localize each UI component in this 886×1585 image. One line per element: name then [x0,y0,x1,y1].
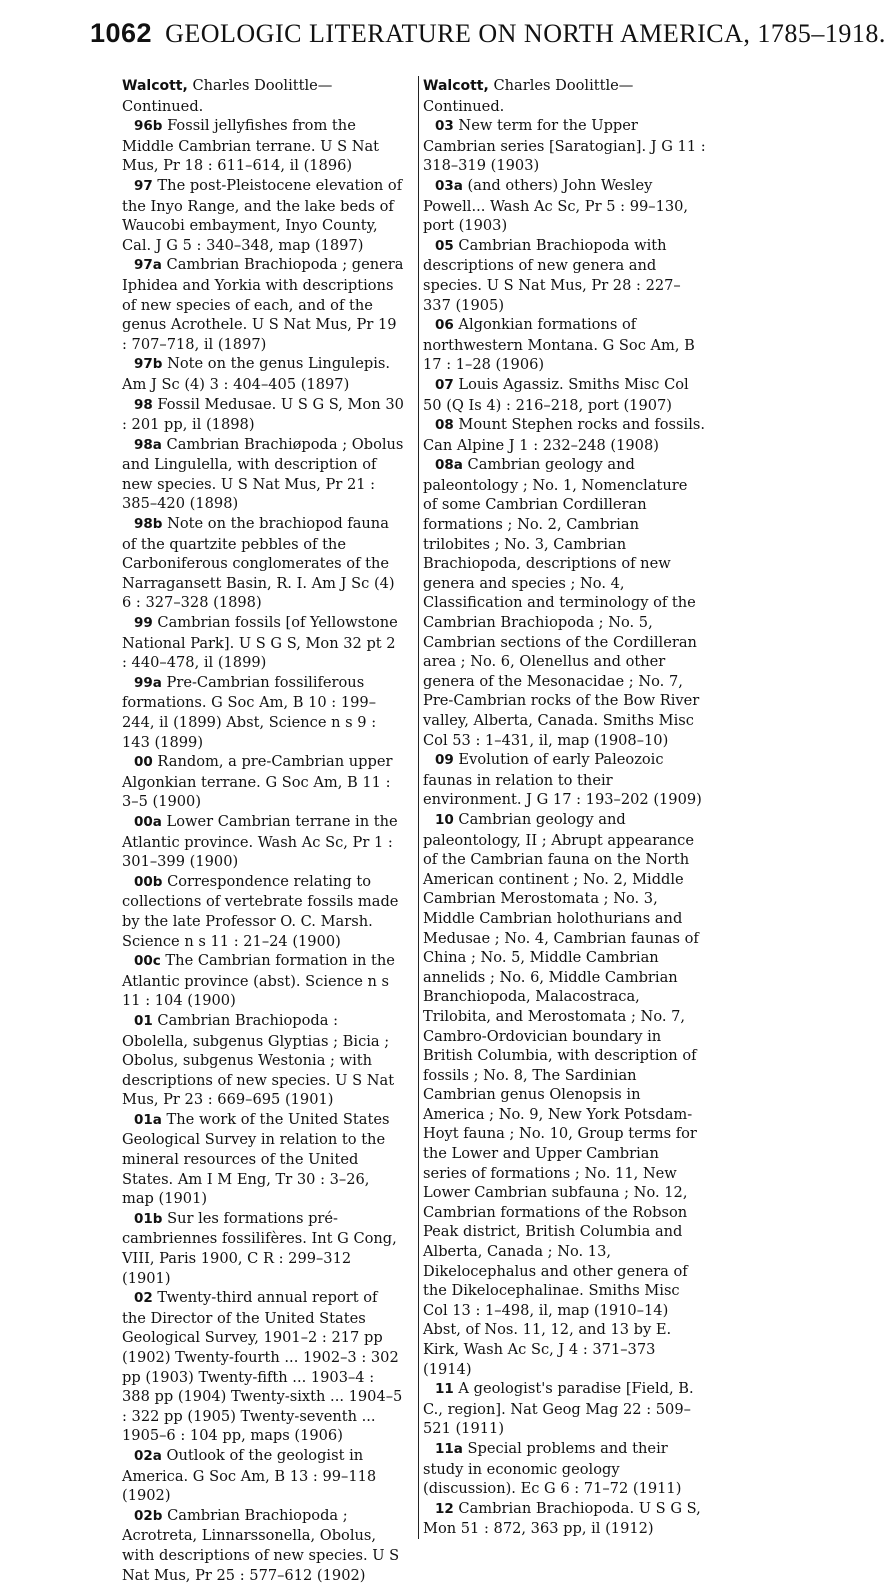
bibliography-entry [423,315,706,375]
author-heading [423,76,706,116]
bibliography-entry [122,255,404,354]
bibliography-entry [423,176,706,236]
entry-id: 10 [435,811,454,828]
bibliography-entry [122,812,404,872]
entry-list [122,116,404,1585]
entry-text: New term for the Upper Cambrian series [Saratogian]. J G 11 : 318–319 (1903) [423,117,706,175]
bibliography-entry [423,375,706,415]
entry-text: Mount Stephen rocks and fossils. Can Alpine J 1 : 232–248 (1908) [423,416,705,454]
entry-text: (and others) John Wesley Powell... Wash Ac Sc, Pr 5 : 99–130, port (1903) [423,176,689,235]
bibliography-entry [122,354,404,394]
author-continued: Charles Doolittle—Continued. [423,77,634,115]
bibliography-entry [122,613,404,673]
entry-text: Cambrian Brachiopoda : Obolella, subgenus Glyptias ; Bicia ; Obolus, subgenus Westonia ; with descriptions of new species. U S Nat Mus, Pr 23 : 669–695 (1901) [122,1011,395,1109]
bibliography-entry [423,1379,706,1439]
entry-text: Sur les formations pré-cambriennes fossilifères. Int G Cong, VIII, Paris 1900, C R : 299–312 (1901) [122,1209,397,1287]
bibliography-entry [122,1209,404,1288]
author-name: Walcott, [122,78,188,94]
bibliography-entry [423,116,706,176]
left-column [122,76,404,1585]
entry-id: 97a [134,257,162,274]
bibliography-entry [423,236,706,315]
bibliography-entry [122,395,404,435]
bibliography-entry [122,951,404,1011]
entry-id: 03 [435,118,454,135]
entry-id: 01a [134,1111,162,1128]
bibliography-entry [122,673,404,752]
entry-text: Correspondence relating to collections of vertebrate fossils made by the late Professor O. C. Marsh. Science n s 11 : 21–24 (1900) [122,872,399,950]
bibliography-entry [122,435,404,514]
entry-text: Fossil Medusae. U S G S, Mon 30 : 201 pp, il (1898) [122,395,404,434]
entry-text: A geologist's paradise [Field, B. C., region]. Nat Geog Mag 22 : 509–521 (1911) [423,1380,694,1438]
right-column [418,76,706,1539]
bibliography-entry [423,810,706,1379]
entry-id: 02b [134,1507,163,1524]
entry-id: 97 [134,177,153,194]
entry-text: Cambrian Brachiopoda ; genera Iphidea and Yorkia with descriptions of new species of each, and of the genus Acrothele. U S Nat Mus, Pr 19 : 707–718, il (1897) [122,256,404,353]
entry-text: Random, a pre-Cambrian upper Algonkian terrane. G Soc Am, B 11 : 3–5 (1900) [122,753,393,811]
entry-id: 00 [134,754,153,771]
bibliography-entry [122,752,404,812]
author-continued: Charles Doolittle—Continued. [122,77,333,115]
bibliography-entry [122,176,404,255]
entry-id: 02a [134,1447,162,1464]
entry-text: The work of the United States Geological Survey in relation to the mineral resources of the United States. Am I M Eng, Tr 30 : 3–26, map (1901) [122,1110,390,1208]
bibliography-entry [423,750,706,810]
bibliography-entry [122,514,404,613]
entry-list [423,116,706,1539]
entry-id: 07 [435,376,454,393]
bibliography-entry [122,1288,404,1446]
entry-text: Cambrian fossils [of Yellowstone National Park]. U S G S, Mon 32 pt 2 : 440–478, il (1899) [122,614,398,672]
author-name: Walcott, [423,78,489,94]
entry-id: 01 [134,1012,153,1029]
bibliography-entry [423,1499,706,1539]
entry-text: The post-Pleistocene elevation of the Inyo Range, and the lake beds of Waucobi embayment, Inyo County, Cal. J G 5 : 340–348, map (1897) [122,176,403,254]
entry-id: 99a [134,674,162,691]
entry-id: 96b [134,118,163,135]
entry-text: Cambrian geology and paleontology, II ; Abrupt appearance of the Cambrian fauna on the North American continent ; No. 2, Middle Cambrian Merostomata ; No. 3, Middle Cambrian holothurians and Medusae ; No. 4, Cambrian faunas of China ; No. 5, Middle Cambrian annelids ; No. 6, Middle Cambrian Branchiopoda, Malacostraca, Trilobita, and Merostomata ; No. 7, Cambro-Ordovician boundary in British Columbia, with description of fossils ; No. 8, The Sardinian Cambrian genus Olenopsis in America ; No. 9, New York Potsdam-Hoyt fauna ; No. 10, Group terms for the Lower and Upper Cambrian series of formations ; No. 11, New Lower Cambrian subfauna ; No. 12, Cambrian formations of the Robson Peak district, British Columbia and Alberta, Canada ; No. 13, Dikelocephalus and other genera of the Dikelocephalinae. Smiths Misc Col 13 : 1–498, il, map (1910–14) Abst, of Nos. 11, 12, and 13 by E. Kirk, Wash Ac Sc, J 4 : 371–373 (1914) [423,810,699,1378]
entry-id: 12 [435,1500,454,1517]
entry-text: Cambrian Brachiopoda ; Acrotreta, Linnarssonella, Obolus, with descriptions of new species. U S Nat Mus, Pr 25 : 577–612 (1902) [122,1506,400,1584]
entry-id: 00b [134,873,163,890]
bibliography-entry [423,415,706,455]
entry-id: 08a [435,457,463,474]
bibliography-entry [423,1439,706,1499]
entry-id: 98a [134,436,162,453]
entry-id: 03a [435,177,463,194]
entry-text: The Cambrian formation in the Atlantic province (abst). Science n s 11 : 104 (1900) [122,952,395,1010]
entry-id: 06 [435,317,454,334]
entry-text: Lower Cambrian terrane in the Atlantic province. Wash Ac Sc, Pr 1 : 301–399 (1900) [122,812,398,871]
running-title: GEOLOGIC LITERATURE ON NORTH AMERICA, 1785–1918. [165,19,886,48]
entry-text: Algonkian formations of northwestern Montana. G Soc Am, B 17 : 1–28 (1906) [423,316,695,374]
entry-text: Special problems and their study in economic geology (discussion). Ec G 6 : 71–72 (1911) [423,1439,682,1498]
entry-id: 97b [134,356,163,373]
entry-id: 09 [435,752,454,769]
entry-id: 99 [134,615,153,632]
entry-text: Twenty-third annual report of the Director of the United States Geological Survey, 1901–2 : 217 pp (1902) Twenty-fourth ... 1902–3 : 302 pp (1903) Twenty-fifth ... 1903–4 : 388 pp (1904) Twenty-sixth ... 1904–5 : 322 pp (1905) Twenty-seventh ... 1905–6 : 104 pp, maps (1906) [122,1289,403,1445]
entry-text: Cambrian geology and paleontology ; No. 1, Nomenclature of some Cambrian Cordilleran formations ; No. 2, Cambrian trilobites ; No. 3, Cambrian Brachiopoda, descriptions of new genera and species ; No. 4, Classification and terminology of the Cambrian Brachiopoda ; No. 5, Cambrian sections of the Cordilleran area ; No. 6, Olenellus and other genera of the Mesonacidae ; No. 7, Pre-Cambrian rocks of the Bow River valley, Alberta, Canada. Smiths Misc Col 53 : 1–431, il, map (1908–10) [423,456,700,749]
entry-text: Cambrian Brachiopoda with descriptions of new genera and species. U S Nat Mus, Pr 28 : 227–337 (1905) [423,236,681,314]
bibliography-entry [122,1506,404,1585]
page-header [90,18,886,49]
page-number: 1062 [90,18,153,48]
bibliography-entry [122,872,404,951]
bibliography-entry [122,1110,404,1209]
entry-text: Louis Agassiz. Smiths Misc Col 50 (Q Is 4) : 216–218, port (1907) [423,375,689,414]
entry-text: Cambrian Brachiøpoda ; Obolus and Lingulella, with description of new species. U S Nat Mus, Pr 21 : 385–420 (1898) [122,435,404,513]
entry-text: Note on the brachiopod fauna of the quartzite pebbles of the Carboniferous conglomerates of the Narragansett Basin, R. I. Am J Sc (4) 6 : 327–328 (1898) [122,515,395,612]
entry-text: Evolution of early Paleozoic faunas in relation to their environment. J G 17 : 193–202 (1909) [423,751,702,809]
entry-text: Fossil jellyfishes from the Middle Cambrian terrane. U S Nat Mus, Pr 18 : 611–614, il (1896) [122,117,380,175]
entry-id: 01b [134,1210,163,1227]
entry-id: 02 [134,1290,153,1307]
author-heading [122,76,404,116]
entry-text: Pre-Cambrian fossiliferous formations. G Soc Am, B 10 : 199–244, il (1899) Abst, Science n s 9 : 143 (1899) [122,673,377,751]
entry-id: 98 [134,396,153,413]
entry-text: Cambrian Brachiopoda. U S G S, Mon 51 : 872, 363 pp, il (1912) [423,1499,701,1538]
entry-id: 08 [435,417,454,434]
entry-id: 00c [134,953,161,970]
entry-text: Note on the genus Lingulepis. Am J Sc (4) 3 : 404–405 (1897) [122,355,390,393]
bibliography-entry [122,1446,404,1506]
bibliography-entry [122,1011,404,1110]
entry-id: 00a [134,813,162,830]
bibliography-entry [423,455,706,750]
entry-id: 11a [435,1440,463,1457]
entry-id: 98b [134,516,163,533]
bibliography-entry [122,116,404,176]
entry-text: Outlook of the geologist in America. G Soc Am, B 13 : 99–118 (1902) [122,1446,377,1505]
entry-id: 05 [435,237,454,254]
entry-id: 11 [435,1381,454,1398]
